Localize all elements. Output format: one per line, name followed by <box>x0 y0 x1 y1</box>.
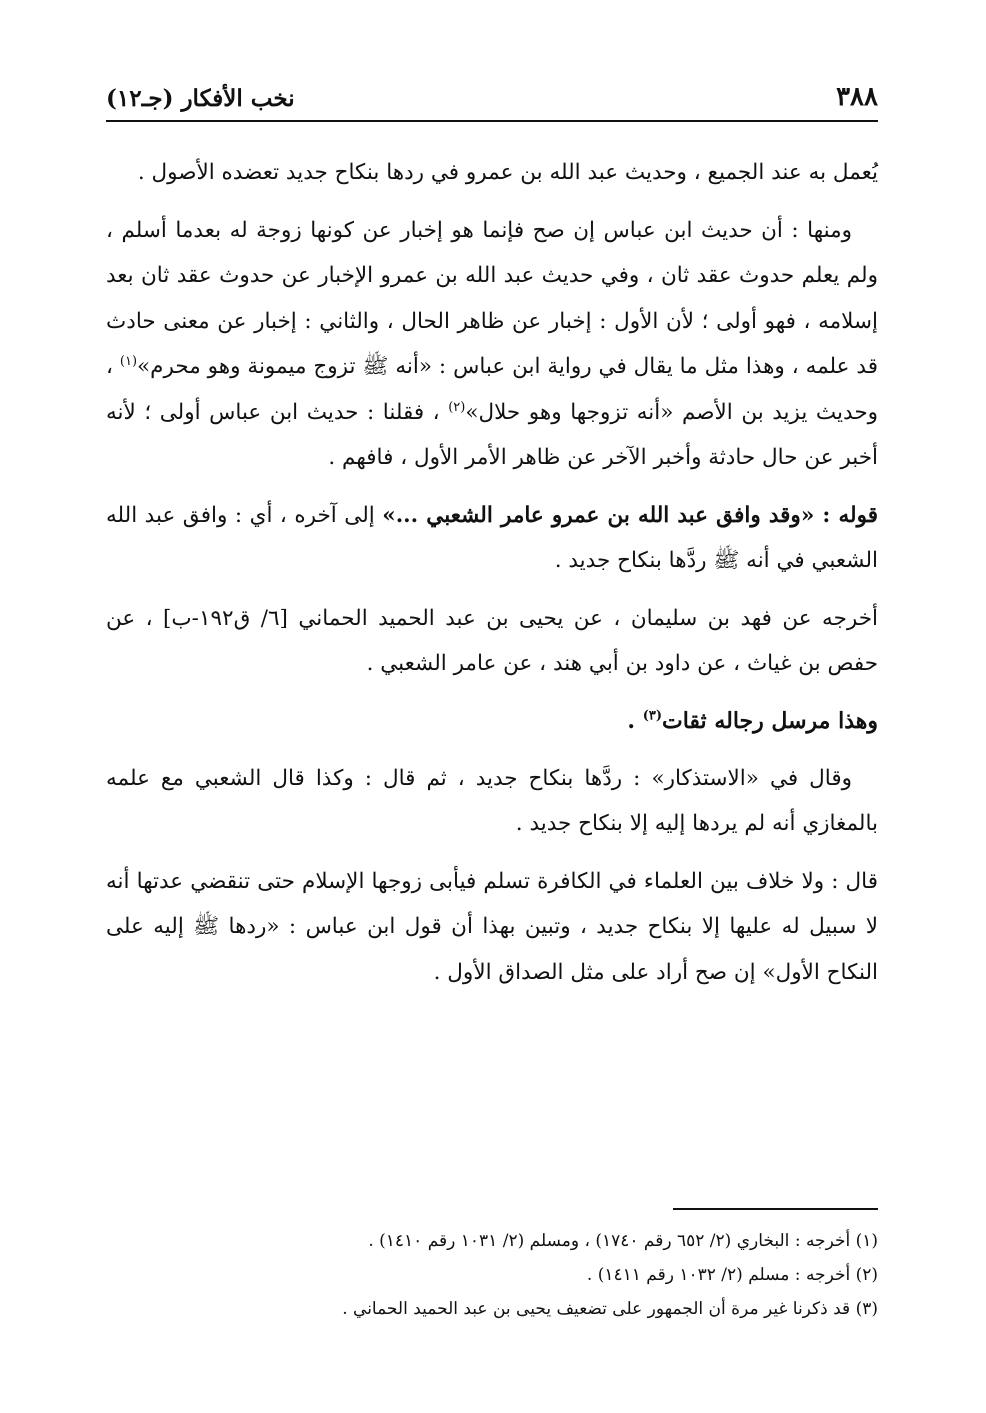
footnote-ref-1: (١) <box>119 353 138 369</box>
footnote-3: (٣) قد ذكرنا غير مرة أن الجمهور على تضعيف يحيى بن عبد الحميد الحماني . <box>342 1299 878 1319</box>
footnote-1: (١) أخرجه : البخاري (٢/ ٦٥٢ رقم ١٧٤٠) ، ومسلم (٢/ ١٠٣١ رقم ١٤١٠) . <box>368 1231 878 1251</box>
page-number: ٣٨٨ <box>836 82 878 112</box>
paragraph-2-middle: ، وحديث يزيد بن الأصم «أنه تزوجها وهو حلال» <box>106 354 878 425</box>
paragraph-1 <box>106 150 878 196</box>
paragraph-2-end: ، فقلنا : حديث ابن عباس أولى ؛ لأنه أخبر عن حال حادثة وأخبر الآخر عن ظاهر الأمر الأول ، فافهم . <box>106 399 878 470</box>
paragraph-5-text: وهذا مرسل رجاله ثقات <box>662 707 878 734</box>
footnote-2: (٢) أخرجه : مسلم (٢/ ١٠٣٢ رقم ١٤١١) . <box>586 1265 878 1285</box>
paragraph-5 <box>106 699 878 744</box>
paragraph-4-text: أخرجه عن فهد بن سليمان ، عن يحيى بن عبد الحميد الحماني [٦/ ق١٩٢-ب] ، عن حفص بن غياث ، عن داود بن أبي هند ، عن عامر الشعبي . <box>106 605 878 676</box>
footnote-divider <box>673 1208 878 1210</box>
quoted-lemma: قوله : «وقد وافق عبد الله بن عمرو عامر الشعبي ...» <box>382 502 878 528</box>
paragraph-6 <box>106 756 878 847</box>
paragraph-2 <box>106 208 878 481</box>
paragraph-7-text: قال : ولا خلاف بين العلماء في الكافرة تسلم فيأبى زوجها الإسلام حتى تنقضي عدتها أنه لا سبيل له عليها إلا بنكاح جديد ، وتبين بهذا أن قول ابن عباس : «ردها ﷺ إليه على النكاح الأول» إن صح أراد على مثل الصداق الأول . <box>106 868 878 985</box>
paragraph-5-end: . <box>627 707 643 734</box>
running-header <box>106 78 878 122</box>
paragraph-6-text: وقال في «الاستذكار» : ردَّها بنكاح جديد ، ثم قال : وكذا قال الشعبي مع علمه بالمغازي أنه لم يردها إليه إلا بنكاح جديد . <box>106 765 878 836</box>
paragraph-1-text: يُعمل به عند الجميع ، وحديث عبد الله بن عمرو في ردها بنكاح جديد تعضده الأصول . <box>137 160 878 185</box>
paragraph-3-text: إلى آخره ، أي : وافق عبد الله الشعبي في أنه ﷺ ردَّها بنكاح جديد . <box>106 502 878 573</box>
paragraph-2-text: ومنها : أن حديث ابن عباس إن صح فإنما هو إخبار عن كونها زوجة له بعدما أسلم ، ولم يعلم حدوث عقد ثان ، وفي حديث عبد الله بن عمرو الإخبار عن حدوث عقد ثان بعد إسلامه ، فهو أولى ؛ لأن الأول : إخبار عن ظاهر الحال ، والثاني : إخبار عن معنى حادث قد علمه ، وهذا مثل ما يقال في رواية ابن عباس : «أنه ﷺ تزوج ميمونة وهو محرم» <box>106 217 878 379</box>
paragraph-3 <box>106 493 878 584</box>
main-text <box>106 150 878 1007</box>
footnote-ref-3: (٣) <box>642 708 663 724</box>
book-title: نخب الأفكار (جـ١٢) <box>106 85 295 112</box>
footnotes <box>230 1208 878 1326</box>
footnote-ref-2: (٢) <box>448 399 466 415</box>
paragraph-7 <box>106 859 878 996</box>
paragraph-4 <box>106 596 878 687</box>
